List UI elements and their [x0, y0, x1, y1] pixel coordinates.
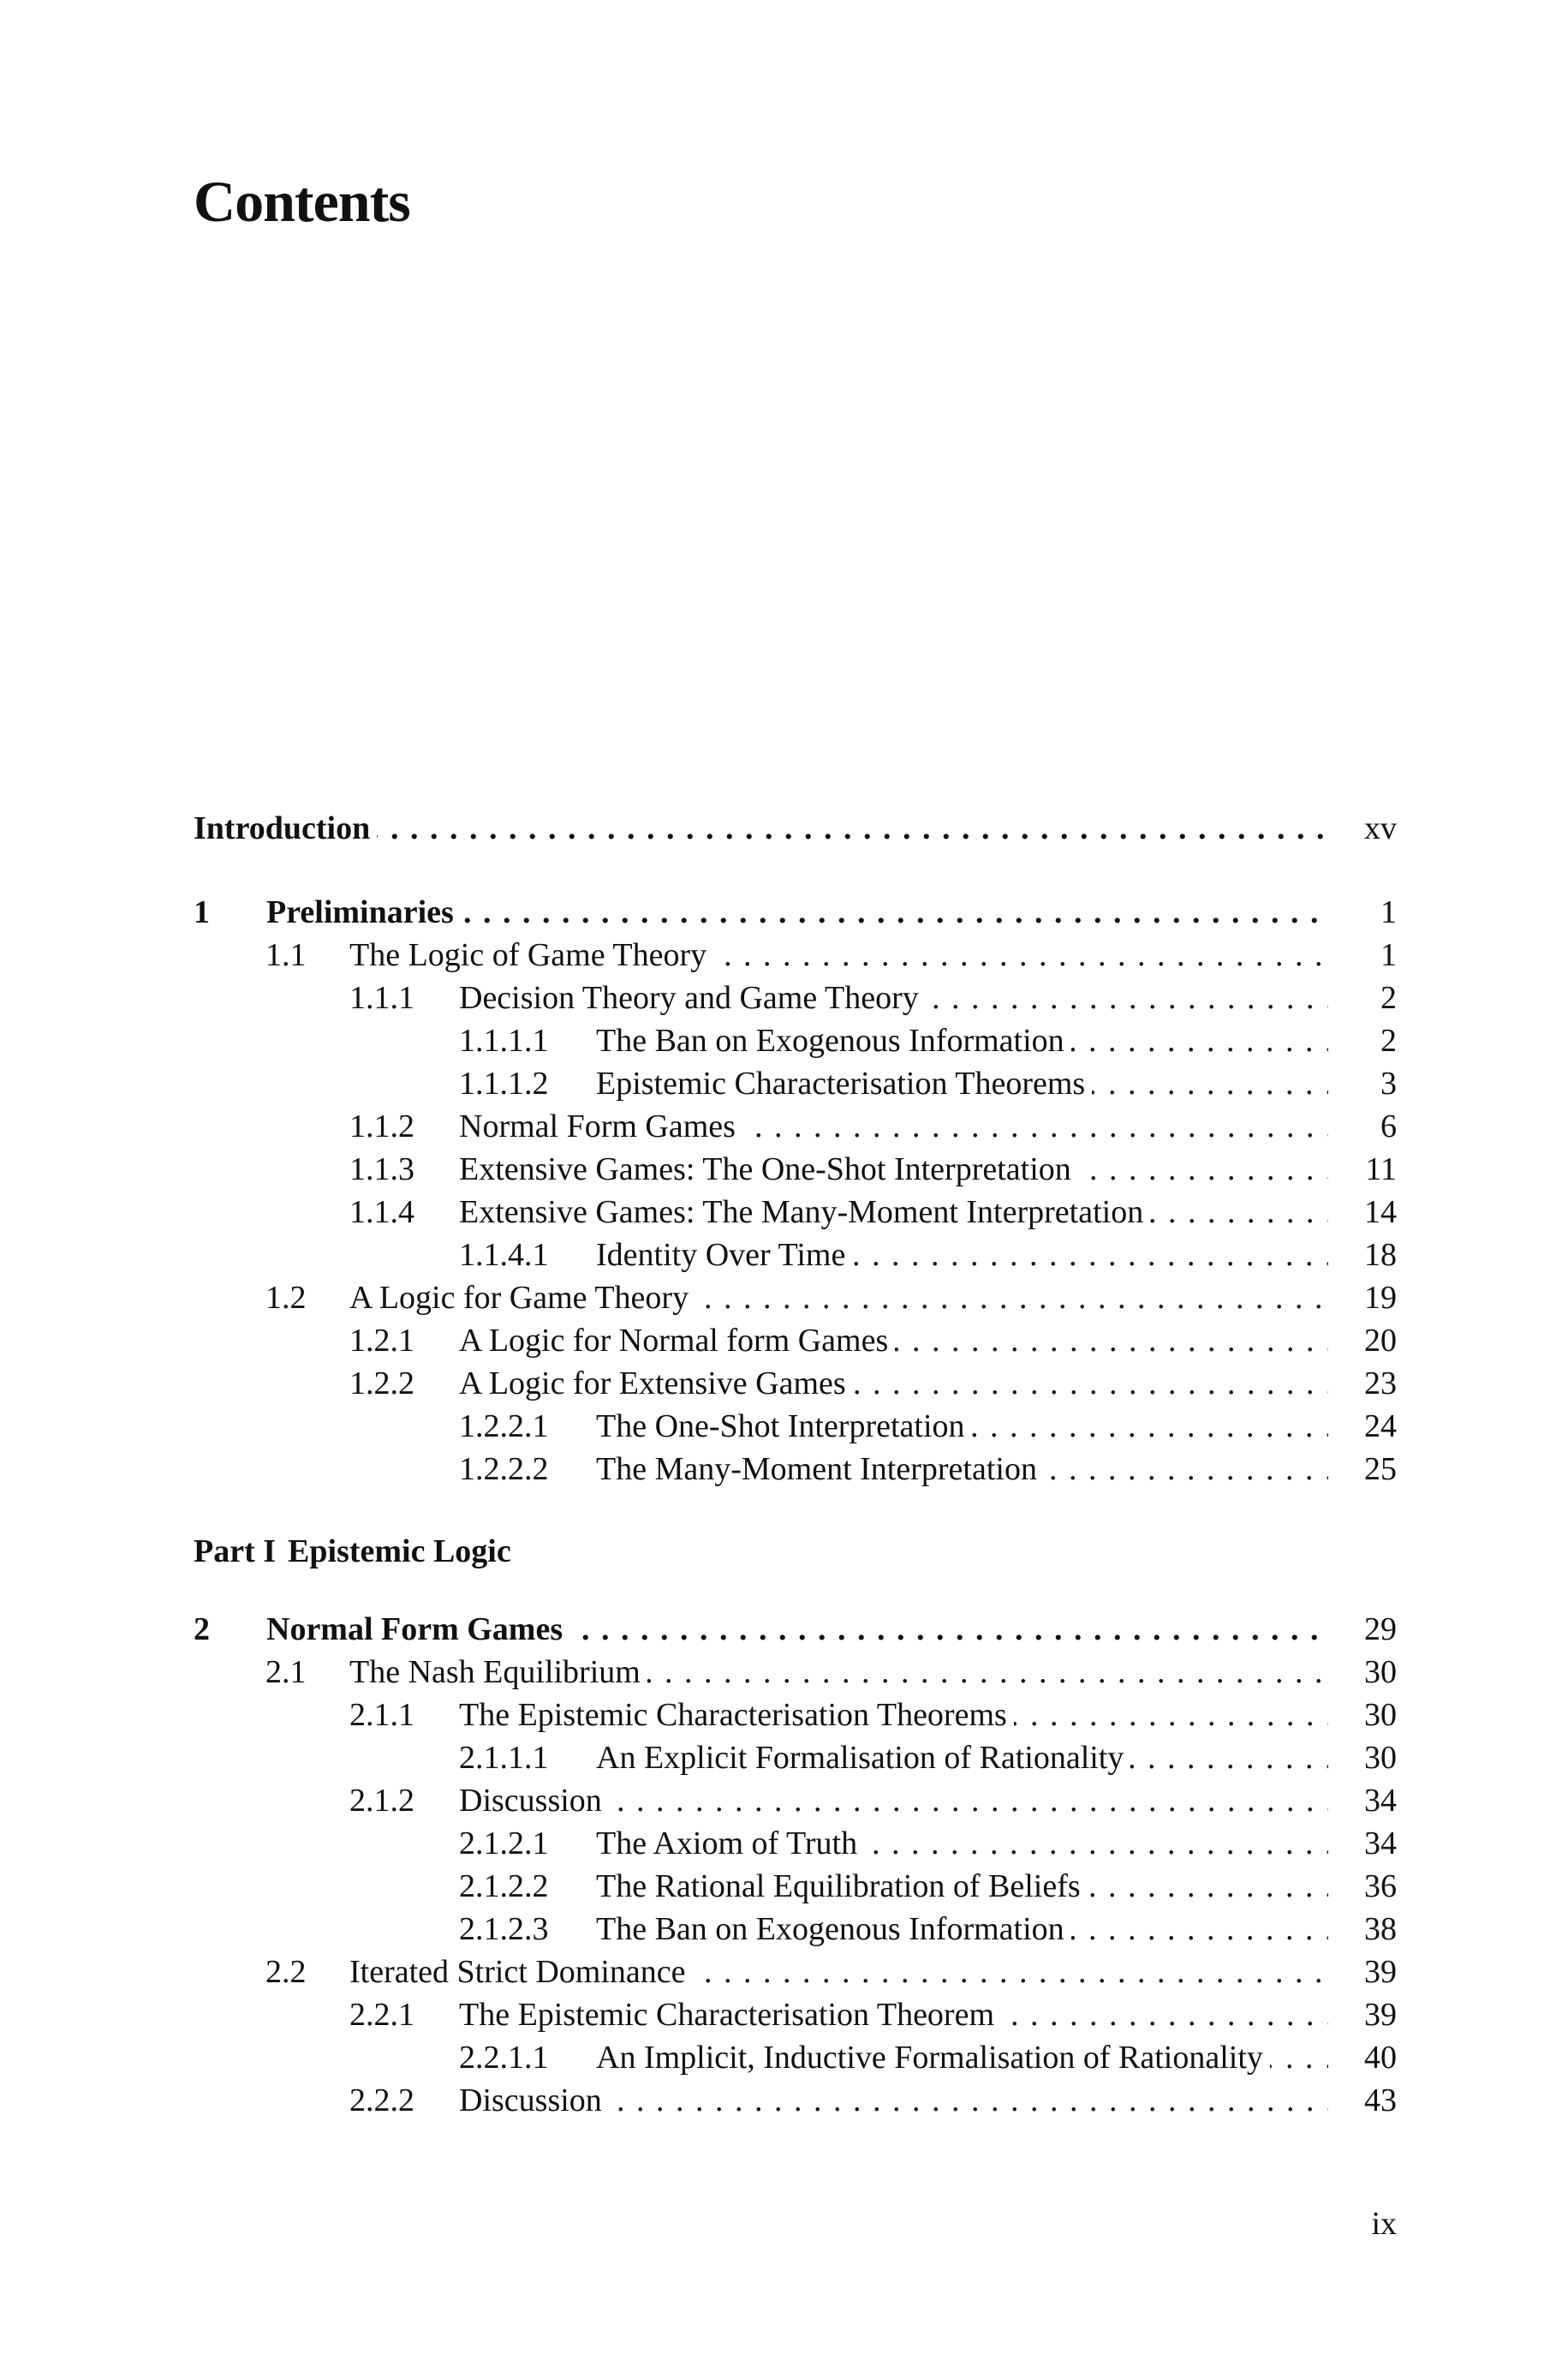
toc-entry-label: The Epistemic Characterisation Theorem: [459, 1997, 1001, 2033]
toc-entry-page: 2: [1380, 980, 1397, 1016]
toc-entry-number: 1.1: [265, 937, 307, 973]
toc-entry-title: [459, 1319, 1328, 1362]
toc-entry[interactable]: [194, 2079, 1397, 2122]
toc-entry-title: [596, 1865, 1328, 1908]
toc-entry-page: 18: [1364, 1237, 1397, 1273]
toc-entry-label: A Logic for Normal form Games: [459, 1323, 895, 1359]
toc-entry-number: 2.1: [265, 1654, 307, 1690]
part-heading: [194, 1530, 511, 1573]
toc-entry-page: 29: [1364, 1611, 1397, 1647]
toc-entry-label: Preliminaries: [266, 894, 461, 930]
toc-entry-label: The Ban on Exogenous Information: [596, 1911, 1071, 1947]
toc-entry-page: 34: [1364, 1783, 1397, 1819]
toc-entry-label: Extensive Games: The One-Shot Interpretation: [459, 1151, 1078, 1187]
toc-entry-label: The Axiom of Truth: [596, 1825, 864, 1861]
toc-entry[interactable]: [194, 1736, 1397, 1779]
page-number: ix: [1371, 2206, 1397, 2242]
toc-entry-page: xv: [1364, 810, 1397, 846]
toc-entry-title: [596, 1448, 1328, 1491]
toc-entry-page: 14: [1364, 1194, 1397, 1230]
toc-entry-label: An Implicit, Inductive Formalisation of Rationality: [596, 2040, 1270, 2076]
toc-entry-number: 1.2: [265, 1280, 307, 1316]
toc-entry-title: [459, 1362, 1328, 1405]
toc-entry-title: [596, 1736, 1328, 1779]
toc-entry-label: Decision Theory and Game Theory: [459, 980, 926, 1016]
toc-entry-page: 1: [1380, 937, 1397, 973]
toc-entry-number: 1.2.1: [349, 1323, 414, 1359]
toc-entry-number: 1.1.4: [349, 1194, 414, 1230]
toc-entry-title: [459, 1148, 1328, 1191]
toc-entry-label: The One-Shot Interpretation: [596, 1408, 972, 1444]
toc-entry-label: Extensive Games: The Many-Moment Interpretation: [459, 1194, 1150, 1230]
toc-entry[interactable]: [194, 1951, 1397, 1993]
toc-entry-title: [459, 1191, 1328, 1234]
toc-entry-title: [596, 1062, 1328, 1105]
toc-entry-label: Identity Over Time: [596, 1237, 852, 1273]
toc-entry-page: 19: [1364, 1280, 1397, 1316]
toc-entry-page: 6: [1380, 1108, 1397, 1144]
toc-entry-number: 1.1.1.1: [459, 1023, 549, 1059]
toc-entry-title: [349, 1951, 1328, 1993]
toc-entry[interactable]: [194, 1779, 1397, 1822]
toc-entry-title: [459, 1694, 1328, 1736]
toc-entry[interactable]: [194, 1019, 1397, 1062]
toc-entry[interactable]: [194, 1405, 1397, 1448]
toc-entry-label: A Logic for Extensive Games: [459, 1365, 853, 1401]
toc-entry-title: [596, 1234, 1328, 1276]
toc-entry-page: 39: [1364, 1997, 1397, 2033]
toc-entry-label: The Nash Equilibrium: [349, 1654, 647, 1690]
toc-entry-number: 1.1.4.1: [459, 1237, 549, 1273]
toc-entry-title: [266, 1608, 1328, 1651]
toc-entry-number: 1.2.2: [349, 1365, 414, 1401]
toc-entry-label: The Ban on Exogenous Information: [596, 1023, 1071, 1059]
toc-entry-title: [349, 1651, 1328, 1694]
toc-entry-title: [194, 807, 1328, 850]
toc-entry-label: Normal Form Games: [266, 1611, 569, 1647]
toc-entry[interactable]: [194, 1105, 1397, 1148]
toc-entry-page: 30: [1364, 1654, 1397, 1690]
toc-entry[interactable]: [194, 807, 1397, 850]
toc-entry-label: Epistemic Characterisation Theorems: [596, 1066, 1092, 1102]
part-label: Part I: [194, 1533, 277, 1569]
toc-entry[interactable]: [194, 1319, 1397, 1362]
toc-entry-title: [596, 1405, 1328, 1448]
toc-entry-page: 40: [1364, 2040, 1397, 2076]
toc-entry-number: 2.1.2.3: [459, 1911, 549, 1947]
toc-entry[interactable]: [194, 977, 1397, 1019]
toc-entry-title: [459, 1779, 1328, 1822]
toc-entry-title: [596, 1822, 1328, 1865]
toc-entry-title: [459, 1993, 1328, 2036]
toc-entry-label: Normal Form Games: [459, 1108, 742, 1144]
toc-entry[interactable]: [194, 1993, 1397, 2036]
toc-entry-label: The Rational Equilibration of Beliefs: [596, 1868, 1088, 1904]
toc-entry-number: 1.2.2.1: [459, 1408, 549, 1444]
toc-entry[interactable]: [194, 1191, 1397, 1234]
toc-entry-number: 1.2.2.2: [459, 1451, 549, 1487]
toc-entry[interactable]: [194, 1276, 1397, 1319]
toc-entry-title: [459, 2079, 1328, 2122]
toc-entry-title: [596, 1019, 1328, 1062]
toc-entry-number: 1.1.1: [349, 980, 414, 1016]
toc-entry[interactable]: [194, 1908, 1397, 1951]
toc-entry-title: [349, 1276, 1328, 1319]
toc-entry-page: 43: [1364, 2082, 1397, 2118]
toc-entry[interactable]: [194, 1148, 1397, 1191]
toc-entry-number: 1: [194, 894, 210, 930]
toc-entry-title: [349, 934, 1328, 977]
page-title: Contents: [194, 169, 410, 234]
toc-entry[interactable]: [194, 1865, 1397, 1908]
toc-entry-number: 1.1.1.2: [459, 1066, 549, 1102]
toc-entry-number: 2.2: [265, 1954, 307, 1990]
toc-entry[interactable]: [194, 891, 1397, 934]
toc-entry-page: 30: [1364, 1740, 1397, 1776]
toc-entry-number: 2.1.2.2: [459, 1868, 549, 1904]
toc-entry-label: The Logic of Game Theory: [349, 937, 713, 973]
toc-entry-page: 23: [1364, 1365, 1397, 1401]
toc-entry-label: Discussion: [459, 2082, 609, 2118]
toc-entry[interactable]: [194, 934, 1397, 977]
toc-entry-number: 2.1.2: [349, 1783, 414, 1819]
toc-entry-page: 2: [1380, 1023, 1397, 1059]
toc-entry-number: 1.1.2: [349, 1108, 414, 1144]
toc-entry-label: Introduction: [194, 810, 377, 846]
toc-entry-title: [459, 1105, 1328, 1148]
toc-entry-number: 2.2.1: [349, 1997, 414, 2033]
toc-entry[interactable]: [194, 1694, 1397, 1736]
toc-entry-number: 2.2.2: [349, 2082, 414, 2118]
toc-entry-label: An Explicit Formalisation of Rationality: [596, 1740, 1130, 1776]
toc-entry[interactable]: [194, 2036, 1397, 2079]
toc-entry-page: 39: [1364, 1954, 1397, 1990]
toc-entry-title: [266, 891, 1328, 934]
toc-entry-page: 11: [1365, 1151, 1397, 1187]
toc-entry-page: 20: [1364, 1323, 1397, 1359]
toc-entry-number: 2.1.2.1: [459, 1825, 549, 1861]
toc-entry-page: 1: [1380, 894, 1397, 930]
toc-entry[interactable]: [194, 1448, 1397, 1491]
toc-entry-page: 25: [1364, 1451, 1397, 1487]
toc-entry-label: The Epistemic Characterisation Theorems: [459, 1697, 1014, 1733]
toc-entry-page: 34: [1364, 1825, 1397, 1861]
toc-entry-title: [596, 1908, 1328, 1951]
toc-entry[interactable]: [194, 1234, 1397, 1276]
toc-entry-page: 36: [1364, 1868, 1397, 1904]
part-title: Epistemic Logic: [288, 1533, 511, 1569]
toc-entry-page: 24: [1364, 1408, 1397, 1444]
toc-entry-number: 1.1.3: [349, 1151, 414, 1187]
toc-entry-page: 30: [1364, 1697, 1397, 1733]
toc-entry[interactable]: [194, 1362, 1397, 1405]
toc-entry[interactable]: [194, 1822, 1397, 1865]
toc-entry-number: 2.1.1: [349, 1697, 414, 1733]
toc-entry-label: A Logic for Game Theory: [349, 1280, 695, 1316]
toc-entry-label: Iterated Strict Dominance: [349, 1954, 693, 1990]
toc-entry-number: 2: [194, 1611, 210, 1647]
toc-entry[interactable]: [194, 1651, 1397, 1694]
toc-entry-label: The Many-Moment Interpretation: [596, 1451, 1044, 1487]
toc-entry-number: 2.2.1.1: [459, 2040, 549, 2076]
toc-entry-page: 3: [1380, 1066, 1397, 1102]
toc-entry-title: [459, 977, 1328, 1019]
toc-entry-number: 2.1.1.1: [459, 1740, 549, 1776]
toc-entry-page: 38: [1364, 1911, 1397, 1947]
toc-entry-title: [596, 2036, 1328, 2079]
toc-entry[interactable]: [194, 1062, 1397, 1105]
toc-entry-label: Discussion: [459, 1783, 609, 1819]
toc-entry[interactable]: [194, 1608, 1397, 1651]
